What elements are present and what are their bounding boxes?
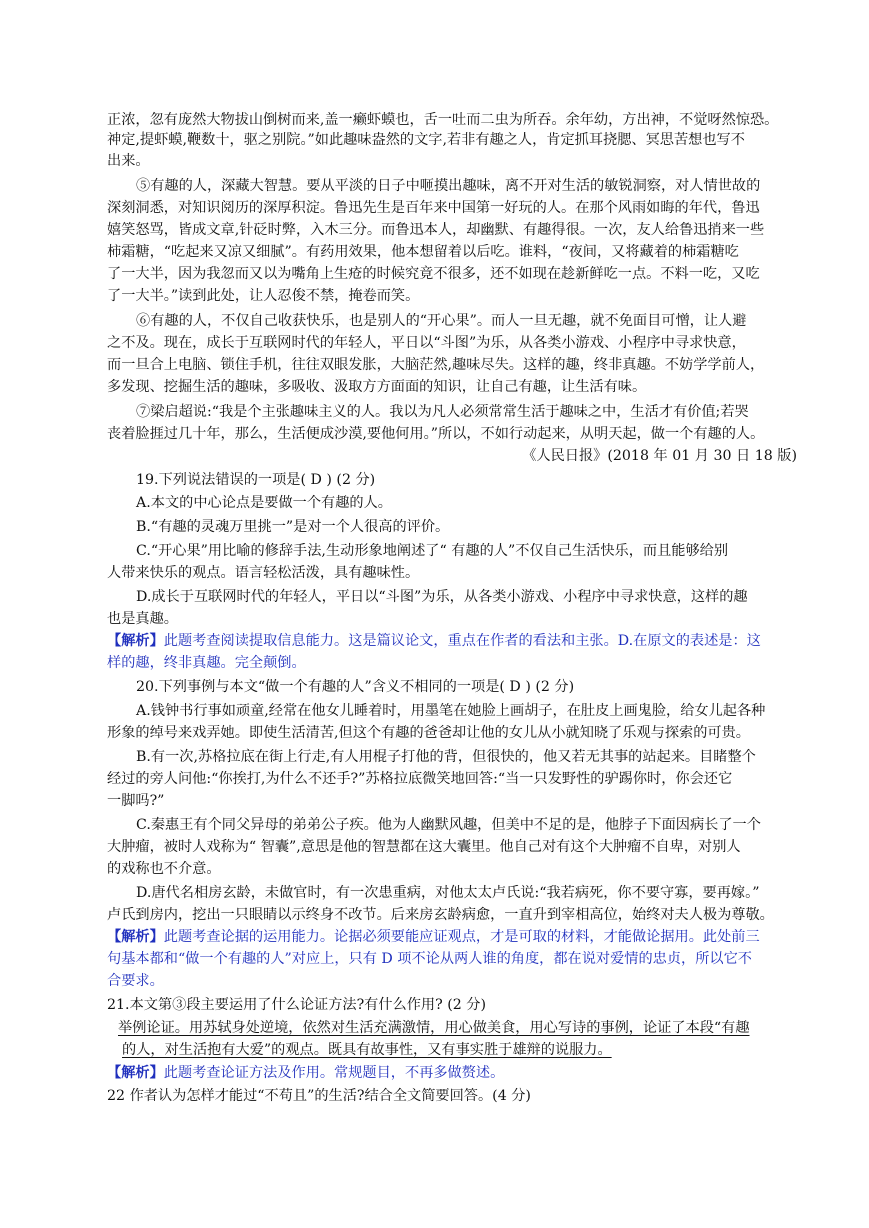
option-b-continued: 经过的旁人问他:“你挨打,为什么不还手?”苏格拉底微笑地回答:“当一只发野性的驴踢你时，你会还它: [107, 771, 733, 787]
analysis-19-continued: 样的趣，终非真趣。完全颠倒。: [107, 655, 306, 671]
option-d: D.唐代名相房玄龄，未做官时，有一次患重病，对他太太卢氏说:“我若病死，你不要守寡，要再嫁。”: [136, 885, 760, 901]
analysis-text: 此题考查论据的运用能力。论据必须要能应证观点，才是可取的材料，才能做论据用。此处前三: [163, 929, 760, 945]
passage-paragraph-5: ⑤有趣的人，深藏大智慧。要从平淡的日子中咂摸出趣味，离不开对生活的敏锐洞察，对人情世故的: [136, 178, 761, 194]
answer-21-continued: 的人，对生活抱有大爱”的观点。既具有故事性，又有事实胜于雄辩的说服力。: [122, 1042, 612, 1058]
analysis-tag: 【解析】: [107, 929, 164, 945]
analysis-tag: 【解析】: [107, 633, 164, 649]
option-c-continued: 的戏称也不介意。: [107, 861, 221, 877]
passage-paragraph-6: ⑥有趣的人，不仅自己收获快乐，也是别人的“开心果”。而人一旦无趣，就不免面目可憎，让人避: [136, 313, 747, 329]
passage-line: 了一大半，因为我忽而又以为嘴角上生疮的时候究竟不很多，还不如现在趁新鲜吃一点。不料一吃，又吃: [107, 266, 760, 282]
analysis-20: [107, 927, 797, 947]
analysis-21: [107, 1063, 797, 1083]
option-a-continued: 形象的绰号来戏弄她。即使生活清苦,但这个有趣的爸爸却让他的女儿从小就知晓了乐观与探索的可贵。: [107, 725, 750, 741]
question-19-stem: 19.下列说法错误的一项是( D ) (2 分): [136, 472, 376, 488]
analysis-20-continued: 句基本都和“做一个有趣的人”对应上，只有 D 项不论从两人谁的角度，都在说对爱情的忠贞，所以它不: [107, 951, 752, 967]
passage-line: 深刻洞悉，对知识阅历的深厚积淀。鲁迅先生是百年来中国第一好玩的人。在那个风雨如晦的年代，鲁迅: [107, 200, 760, 216]
passage-line: 神定,提虾蟆,鞭数十，驱之别院。”如此趣味盎然的文字,若非有趣之人，肯定抓耳挠腮、冥思苦想也写不: [107, 132, 745, 148]
passage-line: 多发现、挖掘生活的趣味，多吸收、汲取方方面面的知识，让自己有趣，让生活有味。: [107, 379, 647, 395]
question-22-stem: 22 作者认为怎样才能过“不苟且”的生活?结合全文简要回答。(4 分): [107, 1088, 531, 1104]
analysis-tag: 【解析】: [107, 1065, 164, 1081]
option-b-continued: 一脚吗?”: [107, 793, 165, 809]
analysis-text: 此题考查阅读提取信息能力。这是篇议论文，重点在作者的看法和主张。D.在原文的表述是：这: [163, 633, 761, 649]
passage-line: 丧着脸捱过几十年，那么，生活便成沙漠,要他何用。”所以，不如行动起来，从明天起，做一个有趣的人。: [107, 426, 765, 442]
option-c: C.“开心果”用比喻的修辞手法,生动形象地阐述了“ 有趣的人”不仅自己生活快乐，而且能够给别: [136, 543, 729, 559]
passage-line: 正浓，忽有庞然大物拔山倒树而来,盖一癞虾蟆也，舌一吐而二虫为所吞。余年幼，方出神，不觉呀然惊恐。: [107, 112, 779, 128]
option-c-continued: 人带来快乐的观点。语言轻松活泼，具有趣味性。: [107, 565, 420, 581]
passage-line: 而一旦合上电脑、锁住手机，往往双眼发胀，大脑茫然,趣味尽失。这样的趣，终非真趣。不妨学学前人，: [107, 357, 765, 373]
option-c: C.秦惠王有个同父异母的弟弟公子疾。他为人幽默风趣，但美中不足的是，他脖子下面因病长了一个: [136, 817, 761, 833]
option-d-continued: 也是真趣。: [107, 611, 178, 627]
analysis-20-continued: 合要求。: [107, 973, 164, 989]
option-c-continued: 大肿瘤，被时人戏称为“ 智囊”,意思是他的智慧都在这大囊里。他自己对有这个大肿瘤不自卑，对别人: [107, 839, 741, 855]
question-21-stem: 21.本文第③段主要运用了什么论证方法?有什么作用? (2 分): [107, 997, 487, 1013]
passage-line: 嬉笑怒骂，皆成文章,针砭时弊，入木三分。而鲁迅本人，却幽默、有趣得很。一次，友人给鲁迅捎来一些: [107, 222, 765, 238]
passage-source: 《人民日报》(2018 年 01 月 30 日 18 版): [522, 448, 797, 464]
passage-line: 之不及。现在，成长于互联网时代的年轻人，平日以“斗图”为乐，从各类小游戏、小程序中寻求快意，: [107, 335, 746, 351]
option-b: B.有一次,苏格拉底在街上行走,有人用棍子打他的背，但很快的，他又若无其事的站起来。目睹整个: [136, 749, 756, 765]
option-a: A.钱钟书行事如顽童,经常在他女儿睡着时，用墨笔在她脸上画胡子，在肚皮上画鬼脸，给女儿起各种: [136, 703, 766, 719]
option-b: B.“有趣的灵魂万里挑一”是对一个人很高的评价。: [136, 519, 450, 535]
passage-line: 柿霜糖，“吃起来又凉又细腻”。有药用效果，他本想留着以后吃。谁料，“夜间，又将藏着的柿霜糖吃: [107, 244, 739, 260]
option-d-continued: 卢氏到房内，挖出一只眼睛以示终身不改节。后来房玄龄病愈，一直升到宰相高位，始终对夫人极为尊敬。: [107, 907, 774, 923]
analysis-19: [107, 631, 797, 651]
passage-line: 出来。: [107, 153, 150, 169]
option-a: A.本文的中心论点是要做一个有趣的人。: [136, 495, 392, 511]
question-20-stem: 20.下列事例与本文“做一个有趣的人”含义不相同的一项是( D ) (2 分): [136, 679, 575, 695]
passage-paragraph-7: ⑦梁启超说:“我是个主张趣味主义的人。我以为凡人必须常常生活于趣味之中，生活才有价值;若哭: [136, 404, 749, 420]
passage-line: 了一大半。”读到此处，让人忍俊不禁，掩卷而笑。: [107, 288, 420, 304]
option-d: D.成长于互联网时代的年轻人，平日以“斗图”为乐，从各类小游戏、小程序中寻求快意，这样的趣: [136, 589, 748, 605]
answer-21: 举例论证。用苏轼身处逆境，依然对生活充满激情，用心做美食，用心写诗的事例，论证了本段“有趣: [118, 1020, 750, 1036]
analysis-text: 此题考查论证方法及作用。常规题目，不再多做赘述。: [163, 1065, 505, 1081]
